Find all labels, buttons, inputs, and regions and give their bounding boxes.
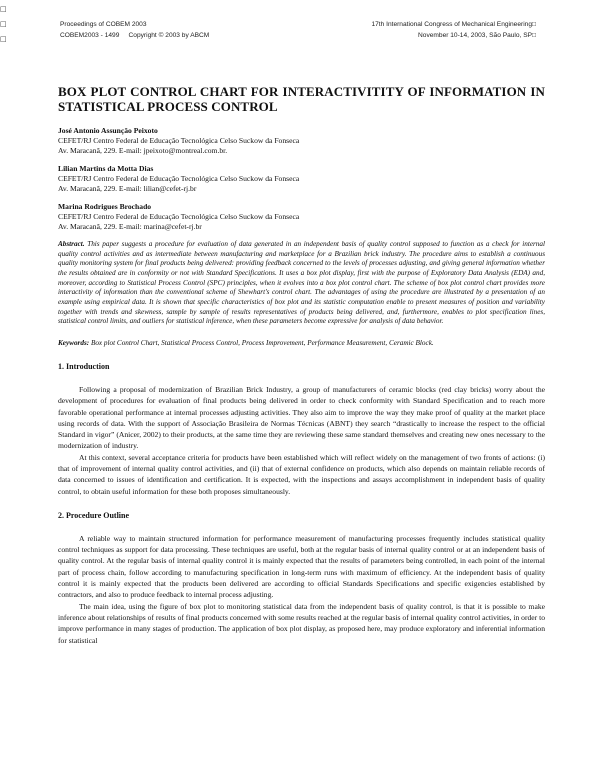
keywords-label: Keywords: [58, 338, 90, 347]
abstract-text: This paper suggests a procedure for evaluation of data generated in an independent basis of quality control supposed to function as a check for internal quality control activities and as intermediate between manufacturing and marketplace for a Brazilian brick industry. The procedure aims to establish a continuous quality monitoring system for final products being delivered: providing feedback concerned to the levels of processes adjusting, and giving general information whether the results obtained are in conformity or not with Standard Specifications. It uses a box plot display, first with the purpose of Exploratory Data Analysis (EDA) and, moreover, according to Statistical Process Control (SPC) principles, when it evolves into a box plot control chart. The scheme of box plot control chart provides more interactivity of information than the conventional scheme of Shewhart's control chart. The advantages of using the procedure are illustrated by a presentation of an example using empirical data. It is shown that specific characteristics of box plot and its statistic computation enable to present measures of position and variability together with trends and skewness, sample by sample of results representatives of products being delivered, and, furthermore, enables to plot specification lines, statistical control limits, and outliers for statistical inference, when these parameters become expressive for analysis of data behavior. [58, 240, 545, 326]
margin-marks [0, 2, 7, 47]
section-heading: 2. Procedure Outline [58, 510, 130, 520]
author-address: Av. Maracanã, 229. E-mail: lilian@cefet-rj.br [58, 184, 197, 193]
section-heading: 1. Introduction [58, 361, 110, 371]
paper-id-copyright: COBEM2003 - 1499 Copyright © 2003 by ABCM [60, 32, 210, 39]
paper-title: BOX PLOT CONTROL CHART FOR INTERACTIVITITY OF INFORMATION IN STATISTICAL PROCESS CONTROL [58, 84, 545, 114]
body-paragraph: The main idea, using the figure of box plot to monitoring statistical data from the independent basis of quality control, is that it is possible to make inference about relationships of results of final products concerned with some results reached at the regular basis of internal quality control activities, in order to improve performance in many stages of production. The application of box plot display, as proposed here, may produce exploratory and inferential information for statistical [58, 601, 545, 645]
author-block [58, 126, 545, 156]
body-paragraph: A reliable way to maintain structured information for performance measurement of manufacturing processes frequently includes statistical quality control techniques as support for data processing. These techniques are useful, both at the regular basis of internal quality control or at an independent basis of quality control. At the regular basis of internal quality control it is mainly expected that the results of parameters being controlled, in each point of the internal part of process chain, follow according to manufacturing specification in long-term runs with maximum of efficiency. At the independent basis of quality control it is mainly expected that the products been delivered are according to official Standards Specifications and specific exigencies established by contractors, and also to produce feedback to internal process adjusting. [58, 533, 545, 600]
congress-date-location: November 10-14, 2003, São Paulo, SP□ [418, 32, 536, 39]
body-paragraph: At this context, several acceptance criteria for products have been established which will reflect widely on the management of two fronts of actions: (i) that of improvement of internal quality control activities, and (ii) that of external confidence on products, which also depends on maintain reliable records of data concerned to issues of identification and certification. It is expected, with the inspections and assays accomplishment in independent basis of quality control, to obtain useful information for these both proposes simultaneously. [58, 452, 545, 496]
author-affiliation: CEFET/RJ Centro Federal de Educação Tecnológica Celso Suckow da Fonseca [58, 136, 300, 145]
keywords [58, 338, 545, 348]
author-name: José Antonio Assunção Peixoto [58, 126, 158, 135]
author-address: Av. Maracanã, 229. E-mail: jpeixoto@montreal.com.br. [58, 146, 228, 155]
author-block [58, 202, 545, 232]
running-header-left [60, 19, 209, 41]
congress-name: 17th International Congress of Mechanical Engineering□ [371, 21, 536, 28]
proceedings-name: Proceedings of COBEM 2003 [60, 21, 147, 28]
author-name: Lilian Martins da Motta Dias [58, 164, 154, 173]
author-block [58, 164, 545, 194]
body-paragraph: Following a proposal of modernization of Brazilian Brick Industry, a group of manufacturers of ceramic blocks (red clay bricks) worry about the development of procedures for evaluation of final products being delivered in order to check conformity with Standard Specification and to reach more favorable operational performance at internal processes adjusting activities. They also aim to improve the way they make proof of quality at the market place using records of data. With the support of Associação Brasileira de Normas Técnicas (ABNT) they search “drastically to increase the respect to the official Standard in vigor” (Anicer, 2002) to their products, at the same time they are reviewing these same standard themselves and creating new ones necessary to the modernization of industry. [58, 384, 545, 451]
margin-mark: □ [0, 20, 7, 28]
abstract-label: Abstract. [58, 240, 85, 248]
keywords-text: Box plot Control Chart, Statistical Process Control, Process Improvement, Performance Measurement, Ceramic Block. [90, 338, 434, 347]
abstract [58, 240, 545, 327]
author-affiliation: CEFET/RJ Centro Federal de Educação Tecnológica Celso Suckow da Fonseca [58, 174, 300, 183]
margin-mark: □ [0, 35, 7, 43]
margin-mark: □ [0, 5, 7, 13]
author-affiliation: CEFET/RJ Centro Federal de Educação Tecnológica Celso Suckow da Fonseca [58, 212, 300, 221]
author-address: Av. Maracanã, 229. E-mail: marina@cefet-rj.br [58, 222, 202, 231]
author-name: Marina Rodrigues Brochado [58, 202, 152, 211]
running-header-right [371, 19, 536, 41]
paper-body [58, 84, 545, 646]
